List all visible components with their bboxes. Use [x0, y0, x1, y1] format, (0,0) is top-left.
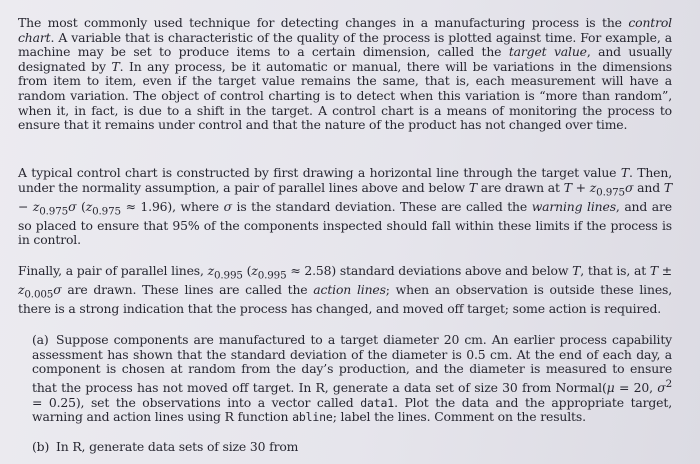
paragraph-action-lines: Finally, a pair of parallel lines, $z_{0.995}$ $(z_{0.995} \approx 2.58)$ standard deviations above and below T, that is, at $T \pm z_{0.005}\sigma$ are drawn. These lines are called the action lines; when an observation is outside these lines, there is a strong indication that the process has changed, and moved off target; some action is required.	[18, 263, 673, 317]
paragraph-warning-lines: A typical control chart is constructed by first drawing a horizontal line through the target value T. Then, under the normality assumption, a pair of parallel lines above and below T are drawn at $T + z_{0.975}\sigma$ and $T - z_{0.975}\sigma$ $(z_{0.975} \approx 1.96)$, where σ is the standard deviation. These are called the warning lines, and are so placed to ensure that 95% of the components inspected should fall within these limits if the process is in control.	[18, 165, 672, 248]
exercise-item-b: (b) In R, generate data sets of size 30 from	[32, 439, 299, 454]
exercise-item-a: (a) Suppose components are manufactured to a target diameter 20 cm. An earlier process capability assessment has shown that the standard deviation of the diameter is 0.5 cm. At the end of each day, a component is chosen at random from the day’s production, and the diameter is measured to ensure that the process has not moved off target. In R, generate a data set of size 30 from Normal(μ = 20, $\sigma^2 = 0.25$), set the observations into a vector called data1. Plot the data and the appropriate target, warning and action lines using R function abline; label the lines. Comment on the results.	[32, 332, 672, 425]
paragraph-control-chart-intro: The most commonly used technique for detecting changes in a manufacturing process is the control chart. A variable that is characteristic of the quality of the process is plotted against time. For example, a machine may be set to produce items to a certain dimension, called the target value, and usually designated by T. In any process, be it automatic or manual, there will be variations in the dimensions from item to item, even if the target value remains the same, that is, each measurement will have a random variation. The object of control charting is to detect when this variation is “more than random”, when it, in fact, is due to a shift in the target. A control chart is a means of monitoring the process to ensure that it remains under control and that the nature of the product has not changed over time.	[18, 15, 673, 133]
code-abline: abline	[292, 410, 333, 425]
item-label-b: (b)	[32, 439, 50, 454]
item-label-a: (a)	[32, 332, 49, 347]
code-data1: data1	[360, 395, 395, 410]
